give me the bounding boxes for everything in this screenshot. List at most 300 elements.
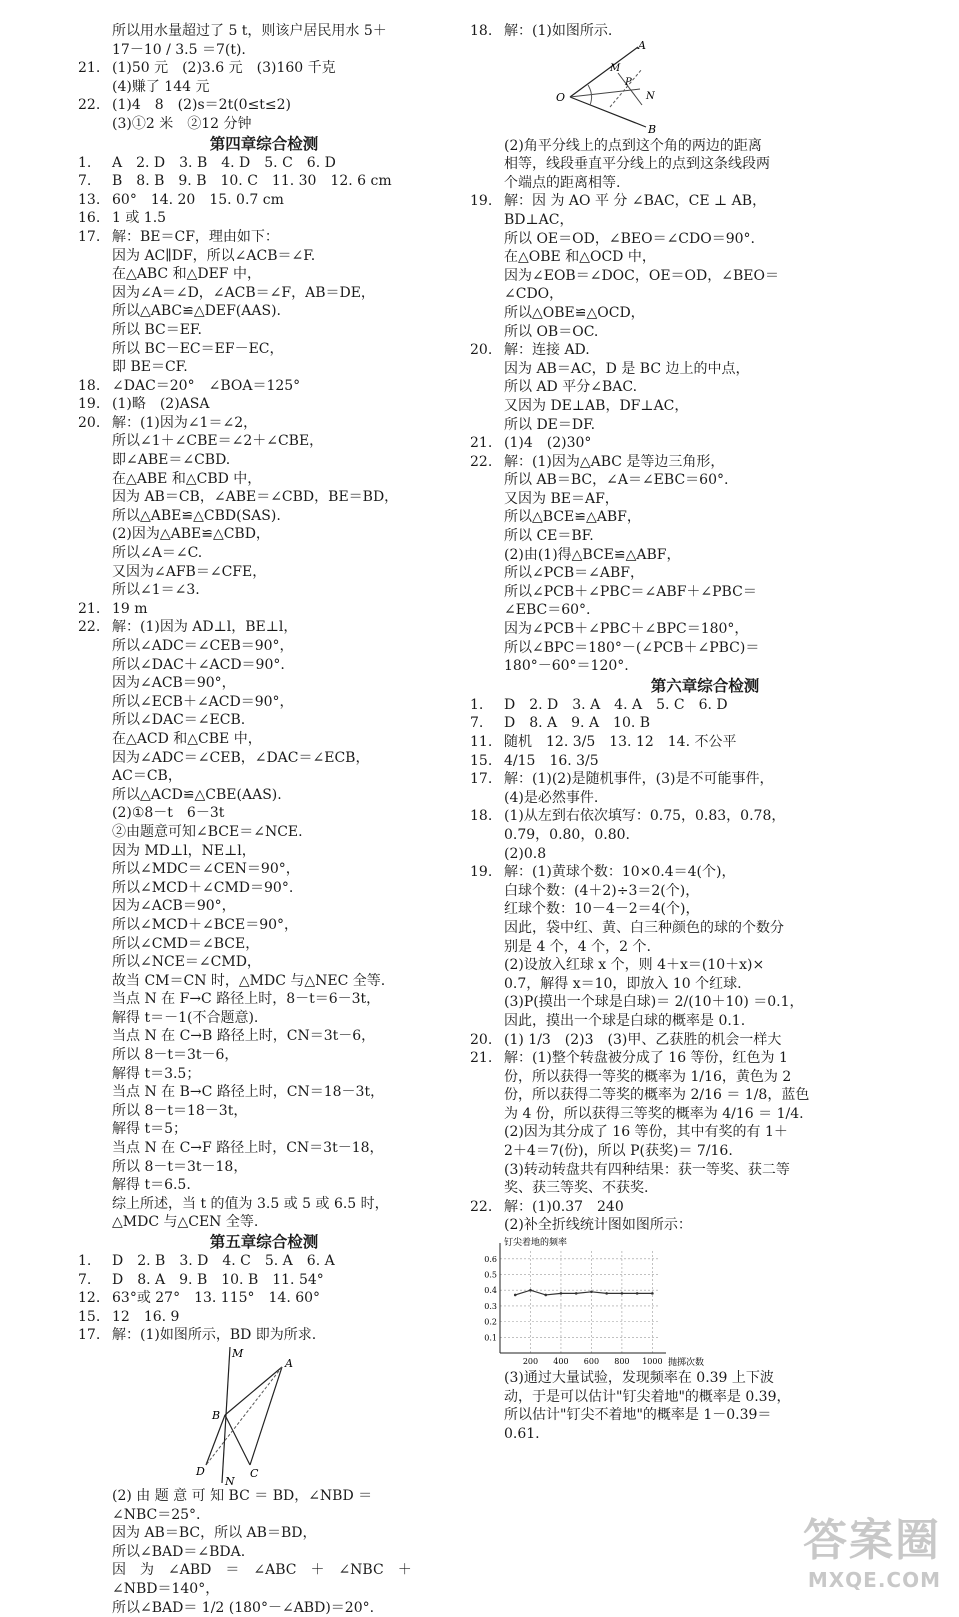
fig1-label-d: D [196, 1464, 205, 1478]
answer-text: (4)赚了 144 元 [112, 78, 210, 95]
answer-text: ∠CDO， [504, 286, 564, 303]
answer-text: (2)角平分线上的点到这个角的两边的距离 [504, 137, 762, 154]
fig2-label-o: O [556, 90, 566, 104]
chart-data-point [529, 1289, 532, 1292]
answer-text: 63°或 27° 13. 115° 14. 60° [112, 1290, 321, 1307]
question-number: 16. [78, 210, 101, 227]
answer-text: 故当 CM＝CN 时，△MDC 与△NEC 全等. [112, 972, 386, 989]
answer-text: 所以 8－t＝3t－18， [112, 1158, 248, 1175]
answer-text: 当点 N 在 C→F 路径上时，CN＝3t－18， [112, 1140, 384, 1157]
answer-line [78, 767, 450, 786]
answer-line [78, 451, 450, 470]
answer-line [78, 1524, 450, 1543]
answer-text: 所以△BCE≌△ABF， [504, 509, 641, 526]
answer-line [78, 618, 450, 637]
answer-line [78, 154, 450, 173]
answer-text: 即 BE＝CF. [112, 359, 188, 376]
answer-line [78, 1289, 450, 1308]
answer-text: 在△ABE 和△CBD 中， [112, 470, 262, 487]
answer-line [78, 377, 450, 396]
answer-text: (1) 1/3 (2)3 (3)甲、乙获胜的机会一样大 [504, 1031, 782, 1048]
answer-text: 解：(1)因为△ABC 是等边三角形， [504, 453, 725, 470]
answer-text: 因为∠ADC＝∠CEB，∠DAC＝∠ECB， [112, 749, 370, 766]
answer-text: 0.61. [504, 1425, 540, 1442]
answer-text: (2)补全折线统计图如图所示： [504, 1217, 692, 1234]
answer-text: 解：(1)0.37 240 [504, 1198, 624, 1215]
answer-line [470, 789, 940, 808]
answer-line [78, 172, 450, 191]
answer-line [78, 284, 450, 303]
answer-line [470, 1049, 940, 1068]
answer-text: 所以用水量超过了 5 t，则该户居民用水 5＋ [112, 23, 387, 39]
question-number: 18. [78, 377, 101, 394]
fig2-label-b: B [648, 122, 657, 136]
figure-angle-bisector-svg [470, 41, 940, 137]
question-number: 19. [470, 864, 493, 881]
answer-text: 别是 4 个，4 个，2 个. [504, 938, 651, 955]
answer-line [78, 432, 450, 451]
watermark [803, 1504, 941, 1592]
answer-line [78, 96, 450, 115]
answer-line [78, 191, 450, 210]
answer-text: 所以∠DAC＝∠ECB. [112, 712, 246, 729]
chart-data-point [514, 1294, 517, 1297]
answer-text: 所以∠MDC＝∠CEN＝90°， [112, 861, 300, 878]
answer-text: (3)通过大量试验，发现频率在 0.39 上下波 [504, 1370, 774, 1387]
answer-text: 因为 AB＝AC，D 是 BC 边上的中点， [504, 360, 750, 377]
answer-text: (2)0.8 [504, 845, 547, 862]
answer-text: 所以∠1＋∠CBE＝∠2＋∠CBE， [112, 433, 324, 450]
answer-line [470, 583, 940, 602]
answer-text: 所以△OBE≌△OCD， [504, 304, 645, 321]
answer-text: 在△OBE 和△OCD 中， [504, 249, 656, 266]
answer-line [470, 993, 940, 1012]
answer-line [78, 972, 450, 991]
answer-line [470, 826, 940, 845]
answer-text: 当点 N 在 F→C 路径上时，8－t＝6－3t， [112, 991, 381, 1008]
answer-line [78, 916, 450, 935]
question-number: 18. [470, 808, 493, 825]
answer-text: 所以 BC－EC＝EF－EC， [112, 340, 284, 357]
answer-line [470, 956, 940, 975]
answer-line [470, 1123, 940, 1142]
answer-text: 因 为 ∠ABD ＝ ∠ABC ＋ ∠NBC ＋ [112, 1562, 412, 1579]
answer-text: BD⊥AC， [504, 211, 574, 228]
answer-line [78, 395, 450, 414]
answer-text: 相等，线段垂直平分线上的点到这条线段两 [504, 156, 770, 173]
answer-line [78, 265, 450, 284]
answer-text: (1)4 (2)30° [504, 435, 592, 452]
answer-line [470, 845, 940, 864]
answer-line [470, 863, 940, 882]
answer-text: 在△ABC 和△DEF 中， [112, 266, 261, 283]
fig2-bisector [570, 89, 640, 97]
answer-line [470, 304, 940, 323]
answer-text: 解：(1)因为 AD⊥l，BE⊥l， [112, 619, 298, 636]
answer-line [78, 525, 450, 544]
answer-text: D 2. B 3. D 4. C 5. A 6. A [112, 1253, 335, 1269]
chart-series-line [515, 1290, 652, 1295]
question-number: 21. [470, 435, 493, 452]
answer-text: (4)是必然事件. [504, 789, 599, 806]
answer-text: 17－10 / 3.5 ＝7(t). [112, 41, 246, 58]
chart-y-tick-label: 0.4 [484, 1286, 497, 1296]
answer-line [78, 22, 450, 41]
question-number: 17. [78, 1327, 101, 1344]
answer-line [470, 882, 940, 901]
answer-line [78, 786, 450, 805]
answer-text: 为 4 份，所以获得三等奖的概率为 4/16 ＝ 1/4. [504, 1105, 804, 1122]
answer-line [78, 953, 450, 972]
question-number: 22. [78, 619, 101, 636]
answer-line [78, 1599, 450, 1617]
answer-line [470, 696, 940, 715]
answer-line [78, 1102, 450, 1121]
answer-text: 所以∠ECB＋∠ACD＝90°， [112, 693, 294, 710]
answer-line [470, 471, 940, 490]
answer-text: (2)设放入红球 x 个，则 4＋x＝(10＋x)× [504, 957, 765, 974]
answer-line [470, 733, 940, 752]
fig1-label-c: C [250, 1466, 259, 1480]
answer-text: 所以∠BPC＝180°－(∠PCB＋∠PBC)＝ [504, 639, 760, 656]
answer-text: 19 m [112, 600, 148, 617]
answer-line [470, 770, 940, 789]
answer-line [78, 1195, 450, 1214]
answer-text: (2)因为其分成了 16 等份，其中有奖的有 1＋ [504, 1124, 788, 1141]
question-number: 21. [78, 600, 101, 617]
answer-line [78, 1027, 450, 1046]
answer-line [78, 730, 450, 749]
answer-line [470, 155, 940, 174]
fig1-label-b: B [212, 1408, 221, 1422]
answer-text: ∠DAC＝20° ∠BOA＝125° [112, 377, 301, 394]
answer-text: 12 16. 9 [112, 1308, 180, 1325]
answer-line [78, 600, 450, 619]
answer-text: 解得 t＝3.5； [112, 1065, 201, 1082]
question-number: 21. [470, 1050, 493, 1067]
answer-line [470, 1142, 940, 1161]
question-number: 1. [78, 1253, 92, 1269]
answer-line [470, 1198, 940, 1217]
answer-text: ∠NBC＝25°. [112, 1506, 201, 1523]
watermark-logo-text: 答案圈 [803, 1515, 941, 1566]
chart-data-point [605, 1292, 608, 1295]
answer-text: 所以 CE＝BF. [504, 528, 594, 545]
answer-text: (3)P(摸出一个球是白球)＝ 2/(10＋10) ＝0.1， [504, 994, 804, 1011]
answer-text: D 8. A 9. B 10. B 11. 54° [112, 1271, 324, 1288]
answer-text: 解：BE＝CF，理由如下： [112, 228, 279, 245]
answer-line [470, 397, 940, 416]
question-number: 1. [78, 154, 92, 171]
answer-line [78, 897, 450, 916]
question-number: 20. [78, 414, 101, 431]
answer-line [470, 919, 940, 938]
fig1-label-n: N [225, 1474, 235, 1487]
answer-text: 所以 8－t＝3t－6， [112, 1047, 239, 1064]
answer-line [78, 749, 450, 768]
answer-text: 所以∠PCB＝∠ABF， [504, 565, 644, 582]
answer-line [78, 488, 450, 507]
answer-line [78, 1326, 450, 1345]
right-column [470, 22, 940, 1443]
answer-line [78, 1506, 450, 1525]
answer-line [78, 358, 450, 377]
answer-text: 所以 AB＝BC，∠A＝∠EBC＝60°. [504, 472, 729, 489]
answer-text: AC＝CB， [112, 768, 182, 785]
answer-line [470, 416, 940, 435]
fig2-label-m: M [610, 62, 621, 74]
answer-text: ②由题意可知∠BCE＝∠NCE. [112, 823, 303, 840]
answer-text: 解：(1)(2)是随机事件，(3)是不可能事件， [504, 771, 774, 788]
answer-line [470, 360, 940, 379]
question-number: 22. [78, 97, 101, 114]
answer-text: 所以△ABC≌△DEF(AAS). [112, 303, 281, 320]
answer-line [470, 1086, 940, 1105]
answer-text: 所以∠DAC＋∠ACD＝90°. [112, 656, 285, 673]
fig2-ray-ob [570, 97, 646, 127]
question-number: 17. [78, 228, 101, 245]
answer-line [78, 414, 450, 433]
answer-line [470, 1068, 940, 1087]
answer-line [78, 544, 450, 563]
answer-text: 1 或 1.5 [112, 210, 167, 227]
answer-text: 红球个数：10－4－2＝4(个)， [504, 901, 700, 918]
answer-line [470, 378, 940, 397]
answer-line [470, 453, 940, 472]
question-number: 22. [470, 453, 493, 470]
answer-line [78, 674, 450, 693]
answer-text: 份，所以获得二等奖的概率为 2/16 ＝ 1/8，蓝色 [504, 1087, 810, 1104]
answer-line [470, 546, 940, 565]
answer-line [78, 879, 450, 898]
answer-text: 又因为∠AFB＝∠CFE， [112, 563, 267, 580]
chart-data-point [636, 1292, 639, 1295]
answer-text: D 2. D 3. A 4. A 5. C 6. D [504, 696, 728, 713]
chart-x-tick-label: 600 [583, 1357, 600, 1367]
question-number: 17. [470, 771, 493, 788]
answer-text: (1)从左到右依次填写：0.75，0.83，0.78， [504, 808, 786, 825]
answer-line [470, 1161, 940, 1180]
chart-y-tick-label: 0.2 [484, 1317, 497, 1327]
answer-line [470, 434, 940, 453]
section-heading: 第六章综合检测 [650, 676, 760, 695]
fig2-perp-bisector [610, 69, 642, 107]
answer-text: 因为∠PCB＋∠PBC＋∠BPC＝180°， [504, 621, 749, 638]
answer-text: △MDC 与△CEN 全等. [112, 1214, 259, 1231]
answer-text: 白球个数：(4＋2)÷3＝2(个)， [504, 882, 700, 899]
answer-line [78, 1158, 450, 1177]
answer-text: 所以∠BAD＝ 1/2 (180°－∠ABD)＝20°. [112, 1599, 375, 1616]
question-number: 7. [78, 1271, 92, 1288]
answer-line [470, 323, 940, 342]
answer-text: 2＋4＝7(份)，所以 P(获奖)＝ 7/16. [504, 1143, 733, 1160]
answer-text: 所以 BC＝EF. [112, 321, 202, 338]
chart-data-point [651, 1292, 654, 1295]
answer-text: 份，所以获得一等奖的概率为 1/16，黄色为 2 [504, 1068, 792, 1085]
answer-line [470, 1012, 940, 1031]
answer-line [470, 807, 940, 826]
answer-line [470, 714, 940, 733]
answer-line [78, 935, 450, 954]
answer-text: 因此，摸出一个球是白球的概率是 0.1. [504, 1012, 746, 1029]
answer-line [470, 900, 940, 919]
answer-text: 4/15 16. 3/5 [504, 752, 599, 769]
answer-line [78, 842, 450, 861]
question-number: 21. [78, 60, 101, 77]
chart-data-point [560, 1292, 563, 1295]
answer-line [78, 711, 450, 730]
answer-line [78, 115, 450, 134]
chart-data-point [590, 1291, 593, 1294]
fig1-line-bc [225, 1415, 250, 1465]
answer-text: 所以∠CMD＝∠BCE， [112, 935, 260, 952]
question-number: 1. [470, 696, 484, 713]
answer-line [78, 581, 450, 600]
answer-line [470, 1406, 940, 1425]
answer-line [78, 1176, 450, 1195]
answer-text: (1)略 (2)ASA [112, 396, 210, 413]
answer-line [78, 340, 450, 359]
question-number: 22. [470, 1198, 493, 1215]
answer-text: 所以△ABE≌△CBD(SAS). [112, 507, 281, 524]
answer-text: 解得 t＝6.5. [112, 1177, 191, 1194]
answer-text: (2)①8－t 6－3t [112, 805, 225, 822]
answer-line [470, 1216, 940, 1235]
section-heading: 第五章综合检测 [209, 1233, 319, 1251]
answer-text: 所以∠ADC＝∠CEB＝90°， [112, 638, 294, 654]
answer-line [470, 1179, 940, 1198]
answer-text: 解：因 为 AO 平 分 ∠BAC，CE ⊥ AB， [504, 193, 767, 210]
answer-line [78, 41, 450, 60]
fig1-line-ba [225, 1367, 282, 1415]
answer-line [78, 209, 450, 228]
answer-text: (1)4 8 (2)s＝2t(0≤t≤2) [112, 97, 292, 114]
answer-line [78, 1561, 450, 1580]
answer-line [78, 1083, 450, 1102]
answer-line [78, 860, 450, 879]
answer-line [78, 1271, 450, 1290]
answer-text: 所以估计"钉尖不着地"的概率是 1－0.39＝ [504, 1407, 772, 1424]
answer-line [78, 1213, 450, 1232]
answer-text: 180°－60°＝120°. [504, 658, 629, 675]
chart-title: 钉尖着地的频率 [504, 1238, 568, 1249]
answer-text: 当点 N 在 B→C 路径上时，CN＝18－3t， [112, 1084, 385, 1101]
answer-text: 动，于是可以估计"钉尖着地"的概率是 0.39， [504, 1388, 791, 1405]
answer-text: 所以△ACD≌△CBE(AAS). [112, 786, 282, 803]
answer-line [470, 1031, 940, 1050]
answer-text: 因为 AB＝BC，所以 AB＝BD， [112, 1525, 317, 1542]
answer-line [78, 990, 450, 1009]
answer-text: 解得 t＝－1(不合题意). [112, 1009, 259, 1026]
answer-text: 所以 DE＝DF. [504, 416, 596, 433]
answer-line [470, 267, 940, 286]
answer-text: 综上所述，当 t 的值为 3.5 或 5 或 6.5 时， [112, 1195, 389, 1212]
answer-text: 又因为 BE＝AF， [504, 490, 619, 507]
fig2-label-p: P [625, 76, 632, 88]
figure-geometry-bd [78, 1345, 450, 1487]
answer-line [78, 1139, 450, 1158]
answer-text: (3)转动转盘共有四种结果：获一等奖、获二等 [504, 1161, 790, 1178]
answer-text: 所以 8－t＝18－3t， [112, 1102, 248, 1119]
answer-text: 又因为 DE⊥AB，DF⊥AC， [504, 397, 689, 414]
question-number: 7. [470, 715, 484, 732]
frequency-line-chart-svg [470, 1235, 940, 1369]
answer-text: 解：(1)如图所示. [504, 23, 613, 39]
answer-text: 个端点的距离相等. [504, 174, 621, 191]
answer-text: ∠EBC＝60°. [504, 602, 591, 619]
fig2-label-n: N [646, 90, 655, 102]
answer-line [470, 248, 940, 267]
answer-line [470, 230, 940, 249]
answer-text: 所以 AD 平分∠BAC. [504, 379, 638, 396]
answer-text: 0.79，0.80，0.80. [504, 826, 630, 843]
question-number: 20. [470, 342, 493, 359]
answer-line [78, 228, 450, 247]
answer-line [470, 192, 940, 211]
answer-text: (2)因为△ABE≌△CBD， [112, 526, 270, 543]
answer-line [470, 174, 940, 193]
answer-text: 所以∠A＝∠C. [112, 545, 203, 562]
answer-text: 解：连接 AD. [504, 342, 590, 359]
chart-x-tick-label: 400 [553, 1357, 569, 1367]
answer-line [78, 470, 450, 489]
answer-line [78, 1252, 450, 1271]
answer-line [470, 137, 940, 156]
question-number: 18. [470, 23, 493, 39]
answer-text: 因为∠A＝∠D，∠ACB＝∠F，AB＝DE， [112, 284, 375, 301]
answer-line [78, 637, 450, 656]
answer-line [470, 938, 940, 957]
answer-text: 因为∠ACB＝90°， [112, 898, 236, 915]
question-number: 15. [78, 1308, 101, 1325]
answer-text: 所以∠MCD＋∠BCE＝90°， [112, 916, 299, 933]
section-heading: 第四章综合检测 [209, 134, 319, 153]
question-number: 7. [78, 173, 92, 190]
fig1-line-ac [250, 1367, 282, 1465]
answer-text: A 2. D 3. B 4. D 5. C 6. D [112, 154, 336, 171]
fig2-label-a: A [638, 40, 646, 52]
answer-text: 所以 OB＝OC. [504, 323, 599, 340]
answer-line [78, 1580, 450, 1599]
question-number: 12. [78, 1290, 101, 1307]
chart-data-point [575, 1292, 578, 1295]
fig1-label-a: A [285, 1356, 293, 1370]
chart-data-point [544, 1294, 547, 1297]
answer-line [470, 490, 940, 509]
answer-line [78, 1543, 450, 1562]
answer-text: 解：(1)如图所示，BD 即为所求. [112, 1327, 317, 1344]
answer-line [78, 1120, 450, 1139]
answer-line [470, 601, 940, 620]
answer-text: 解：(1)因为∠1＝∠2， [112, 414, 258, 431]
answer-text: 因为∠ACB＝90°， [112, 675, 236, 692]
chart-data-point [621, 1292, 624, 1295]
answer-line [470, 564, 940, 583]
answer-text: 因此，袋中红、黄、白三种颜色的球的个数分 [504, 919, 784, 936]
watermark-site-text: MXQE.COM [807, 1568, 941, 1592]
answer-text: 因为 AC∥DF，所以∠ACB＝∠F. [112, 247, 316, 264]
answer-text: 所以∠NCE＝∠CMD， [112, 954, 261, 971]
answer-line [470, 527, 940, 546]
answer-line [470, 1388, 940, 1407]
answer-line [78, 656, 450, 675]
answer-line [78, 1065, 450, 1084]
answer-line [470, 620, 940, 639]
chart-y-tick-label: 0.5 [484, 1270, 497, 1280]
answer-text: ∠NBD＝140°， [112, 1580, 220, 1597]
answer-line [470, 508, 940, 527]
answer-text: (1)50 元 (2)3.6 元 (3)160 千克 [112, 60, 336, 77]
